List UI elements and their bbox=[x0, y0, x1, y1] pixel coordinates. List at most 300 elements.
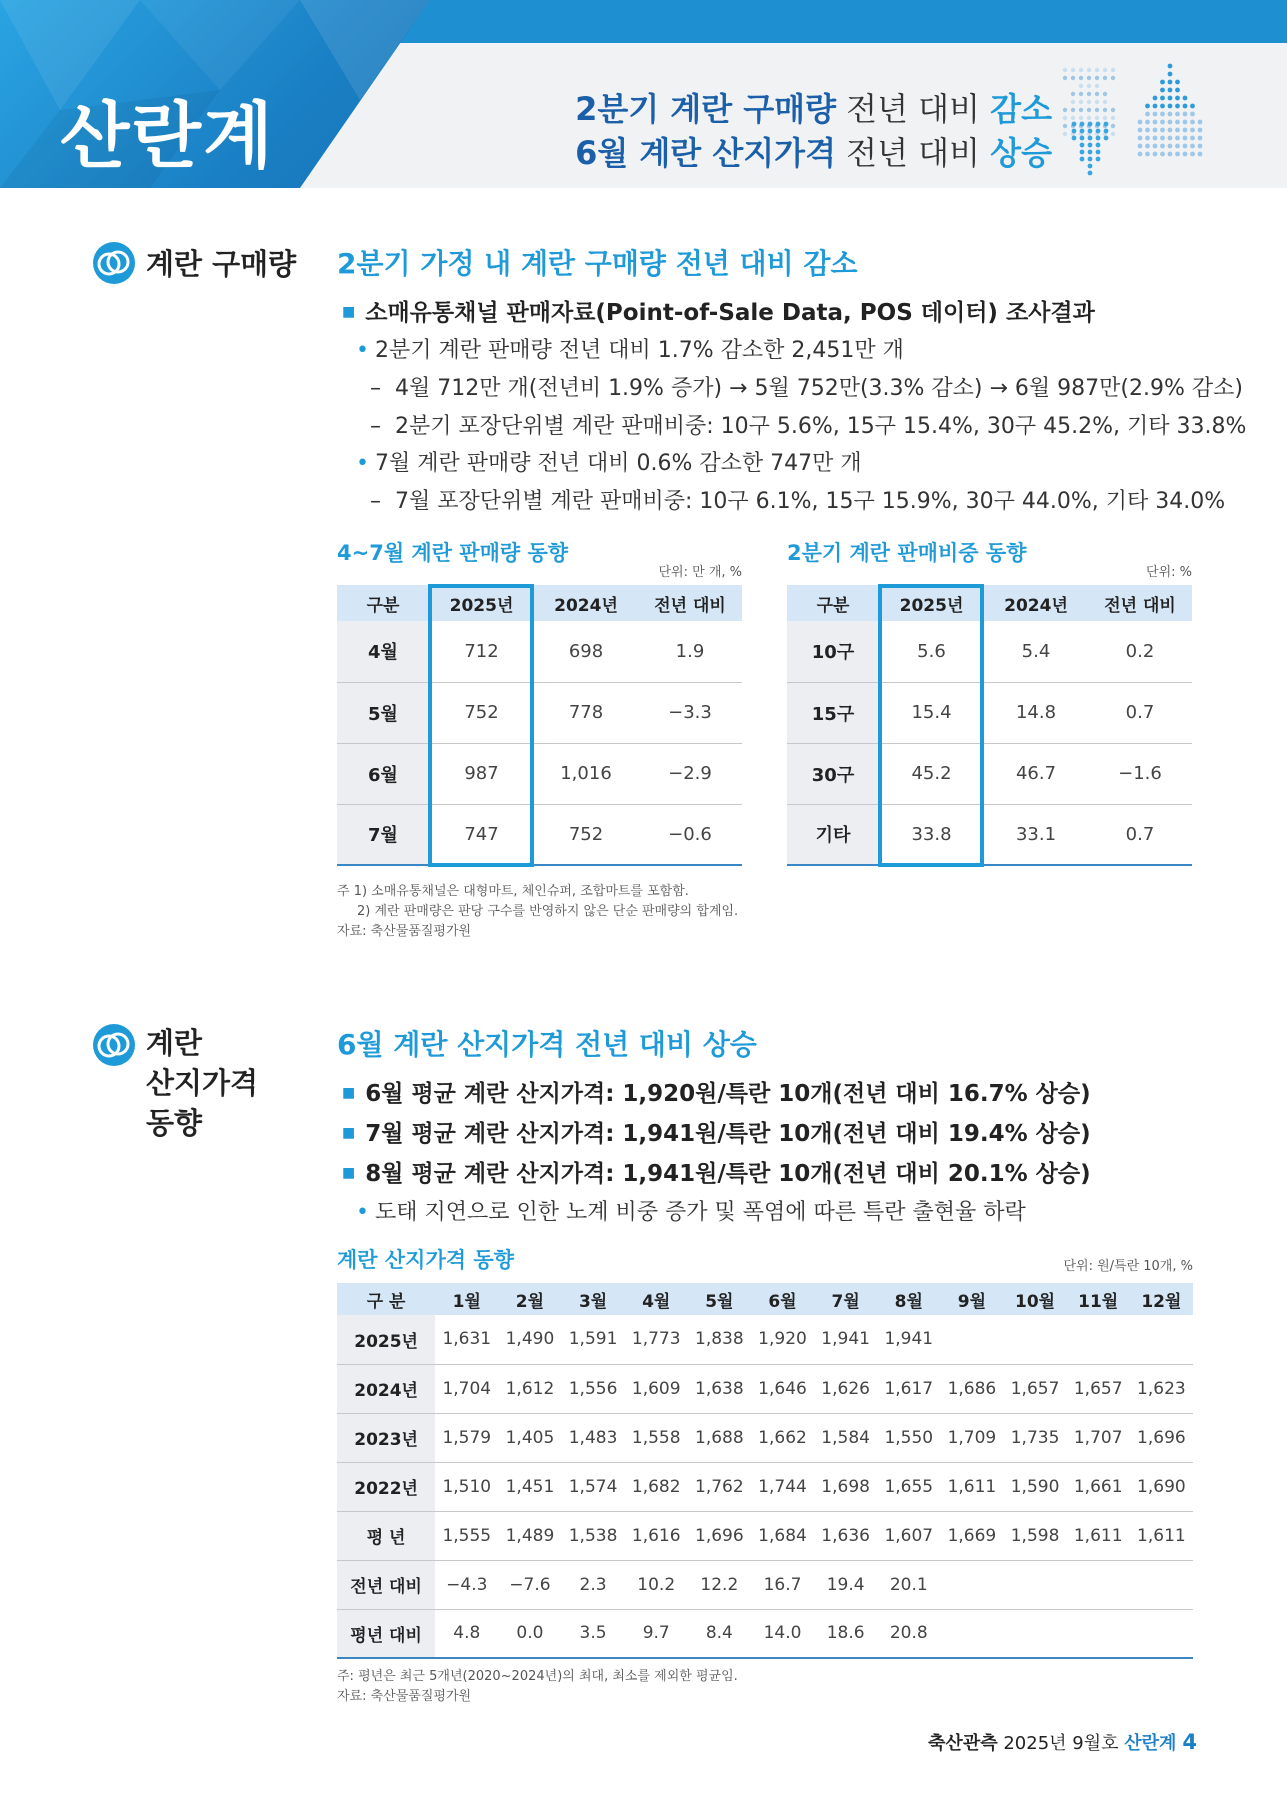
table-cell bbox=[1003, 1315, 1066, 1364]
decor-dot bbox=[1071, 76, 1075, 80]
table-cell: −7.6 bbox=[498, 1560, 561, 1609]
table-row bbox=[337, 1609, 1193, 1658]
table-cell: 1,550 bbox=[877, 1413, 940, 1462]
decor-dot bbox=[1087, 108, 1091, 112]
note-line: 주 1) 소매유통채널은 대형마트, 체인슈퍼, 조합마트를 포함함. bbox=[337, 884, 689, 899]
decor-dot bbox=[1198, 144, 1203, 149]
table-row bbox=[337, 621, 742, 682]
decor-dot bbox=[1175, 120, 1180, 125]
decor-dot bbox=[1145, 112, 1150, 117]
table-cell: 1,607 bbox=[877, 1511, 940, 1560]
table-cell: 0.7 bbox=[1088, 682, 1192, 743]
table-cell: 752 bbox=[534, 804, 638, 865]
decor-dot bbox=[1079, 100, 1083, 104]
decor-dot bbox=[1183, 152, 1188, 157]
decor-dot bbox=[1153, 144, 1158, 149]
decor-dot bbox=[1190, 144, 1195, 149]
table-row bbox=[787, 682, 1192, 743]
decor-dot bbox=[1138, 128, 1143, 133]
table-cell: 1,612 bbox=[498, 1364, 561, 1413]
decor-dot bbox=[1160, 128, 1165, 133]
table-row bbox=[337, 1462, 1193, 1511]
row-header: 평년 대비 bbox=[337, 1609, 435, 1658]
table-cell bbox=[1067, 1560, 1130, 1609]
table-cell bbox=[940, 1315, 1003, 1364]
decor-dot bbox=[1111, 76, 1115, 80]
decor-dot bbox=[1072, 122, 1077, 127]
table-cell: 1,616 bbox=[625, 1511, 688, 1560]
table2-title: 2분기 계란 판매비중 동향 bbox=[787, 541, 1027, 565]
table-header: 2025년 bbox=[429, 585, 534, 621]
table-row bbox=[337, 682, 742, 743]
decor-dot bbox=[1103, 116, 1107, 120]
decor-dot bbox=[1168, 88, 1173, 93]
decor-dot bbox=[1145, 144, 1150, 149]
decor-dot bbox=[1063, 124, 1067, 128]
decor-dot bbox=[1071, 92, 1075, 96]
headline-2: 6월 계란 산지가격 전년 대비 상승 bbox=[575, 134, 1052, 172]
table-cell: 1,579 bbox=[435, 1413, 498, 1462]
table-cell: 1,016 bbox=[534, 743, 638, 804]
decor-dot bbox=[1160, 152, 1165, 157]
table-cell: 46.7 bbox=[984, 743, 1088, 804]
decor-dot bbox=[1080, 143, 1085, 148]
table-cell: 5.6 bbox=[879, 621, 984, 682]
table-cell: 1,744 bbox=[751, 1462, 814, 1511]
sec2-bullet-3: ■ 8월 평균 계란 산지가격: 1,941원/특란 10개(전년 대비 20.1% 상승) bbox=[342, 1155, 1091, 1188]
row-header: 4월 bbox=[337, 621, 429, 682]
table-cell: 778 bbox=[534, 682, 638, 743]
table-cell: 0.2 bbox=[1088, 621, 1192, 682]
decor-dot bbox=[1190, 104, 1195, 109]
decor-dot bbox=[1071, 100, 1075, 104]
decor-dot bbox=[1153, 112, 1158, 117]
sec2-bullet-1: ■ 6월 평균 계란 산지가격: 1,920원/특란 10개(전년 대비 16.7% 상승) bbox=[342, 1075, 1091, 1108]
table-cell: 1,669 bbox=[940, 1511, 1003, 1560]
table-cell bbox=[1003, 1609, 1066, 1658]
decor-dot bbox=[1190, 152, 1195, 157]
decor-dot bbox=[1063, 116, 1067, 120]
decor-dot bbox=[1168, 72, 1173, 77]
decor-dot bbox=[1145, 136, 1150, 141]
decor-dot bbox=[1087, 92, 1091, 96]
table-cell: 1,451 bbox=[498, 1462, 561, 1511]
table-cell: 1,405 bbox=[498, 1413, 561, 1462]
table-row bbox=[337, 1315, 1193, 1364]
table-cell: 1,558 bbox=[625, 1413, 688, 1462]
table1-unit: 단위: 만 개, % bbox=[658, 565, 742, 580]
table1-title: 4~7월 계란 판매량 동향 bbox=[337, 541, 569, 565]
decor-dot bbox=[1168, 80, 1173, 85]
sec1-line-2: – 4월 712만 개(전년비 1.9% 증가) → 5월 752만(3.3% 감소) → 6월 987만(2.9% 감소) bbox=[370, 371, 1243, 402]
decor-dot bbox=[1168, 120, 1173, 125]
table-cell: 0.0 bbox=[498, 1609, 561, 1658]
table-cell: 712 bbox=[429, 621, 534, 682]
decor-dot bbox=[1087, 84, 1091, 88]
side-label-line: 계란 bbox=[146, 1026, 203, 1060]
table-cell: 1,598 bbox=[1003, 1511, 1066, 1560]
table-cell bbox=[1130, 1315, 1193, 1364]
table-cell: 1,590 bbox=[1003, 1462, 1066, 1511]
table-header: 구분 bbox=[787, 585, 879, 621]
decor-dot bbox=[1153, 128, 1158, 133]
sales-volume-table bbox=[337, 585, 742, 866]
decor-dot bbox=[1111, 132, 1115, 136]
decor-dot bbox=[1145, 120, 1150, 125]
table-cell: 1,611 bbox=[1130, 1511, 1193, 1560]
table-cell: −3.3 bbox=[638, 682, 742, 743]
table-cell: 33.1 bbox=[984, 804, 1088, 865]
row-header: 5월 bbox=[337, 682, 429, 743]
decor-dot bbox=[1096, 129, 1101, 134]
table-cell: 987 bbox=[429, 743, 534, 804]
table-header: 12월 bbox=[1130, 1283, 1193, 1315]
decor-dot bbox=[1198, 152, 1203, 157]
decor-dot bbox=[1087, 76, 1091, 80]
decor-dot bbox=[1063, 68, 1067, 72]
decor-dot bbox=[1072, 129, 1077, 134]
table-cell: 1,646 bbox=[751, 1364, 814, 1413]
table-cell: 1,591 bbox=[562, 1315, 625, 1364]
table-cell bbox=[940, 1560, 1003, 1609]
decor-dot bbox=[1063, 76, 1067, 80]
decor-dot bbox=[1138, 136, 1143, 141]
decor-dot bbox=[1080, 136, 1085, 141]
decor-dot bbox=[1096, 143, 1101, 148]
table-cell: 1,686 bbox=[940, 1364, 1003, 1413]
footer-magazine: 축산관측 bbox=[928, 1733, 998, 1754]
table-cell: 1,510 bbox=[435, 1462, 498, 1511]
decor-dot bbox=[1168, 128, 1173, 133]
table-cell: 15.4 bbox=[879, 682, 984, 743]
source-line: 자료: 축산물품질평가원 bbox=[337, 924, 472, 939]
table-cell: 1,623 bbox=[1130, 1364, 1193, 1413]
decor-dot bbox=[1080, 150, 1085, 155]
table-cell: 1,682 bbox=[625, 1462, 688, 1511]
table-header: 3월 bbox=[562, 1283, 625, 1315]
table-cell: 1,684 bbox=[751, 1511, 814, 1560]
decor-dot bbox=[1183, 144, 1188, 149]
table-cell: 2.3 bbox=[562, 1560, 625, 1609]
table-cell: 1,657 bbox=[1067, 1364, 1130, 1413]
decor-dot bbox=[1095, 108, 1099, 112]
decor-dot bbox=[1071, 116, 1075, 120]
decor-dot bbox=[1190, 112, 1195, 117]
decor-dot bbox=[1063, 108, 1067, 112]
decor-dot bbox=[1145, 104, 1150, 109]
decor-dot bbox=[1153, 136, 1158, 141]
highlight-2025-column bbox=[428, 584, 534, 867]
table-cell: 1,555 bbox=[435, 1511, 498, 1560]
sec2-sub: • 도태 지연으로 인한 노계 비중 증가 및 폭염에 따른 특란 출현율 하락 bbox=[356, 1195, 1026, 1226]
table-header: 8월 bbox=[877, 1283, 940, 1315]
arrow-dots-decoration bbox=[1060, 62, 1210, 180]
decor-dot bbox=[1072, 136, 1077, 141]
table-cell bbox=[1003, 1560, 1066, 1609]
decor-dot bbox=[1153, 152, 1158, 157]
decor-dot bbox=[1183, 112, 1188, 117]
table-header: 전년 대비 bbox=[638, 585, 742, 621]
decor-dot bbox=[1160, 144, 1165, 149]
table-cell: −1.6 bbox=[1088, 743, 1192, 804]
decor-dot bbox=[1175, 144, 1180, 149]
table-cell: 0.7 bbox=[1088, 804, 1192, 865]
table-cell: 45.2 bbox=[879, 743, 984, 804]
decor-dot bbox=[1088, 143, 1093, 148]
table-cell: 1,707 bbox=[1067, 1413, 1130, 1462]
decor-dot bbox=[1095, 84, 1099, 88]
decor-dot bbox=[1103, 92, 1107, 96]
table-header: 4월 bbox=[625, 1283, 688, 1315]
side-label-line: 동향 bbox=[146, 1106, 203, 1140]
table-cell: 1,698 bbox=[814, 1462, 877, 1511]
decor-dot bbox=[1096, 122, 1101, 127]
table-header: 11월 bbox=[1067, 1283, 1130, 1315]
decor-dot bbox=[1160, 104, 1165, 109]
decor-dot bbox=[1095, 116, 1099, 120]
decor-dot bbox=[1095, 100, 1099, 104]
decor-dot bbox=[1104, 136, 1109, 141]
decor-dot bbox=[1168, 96, 1173, 101]
row-header: 6월 bbox=[337, 743, 429, 804]
table-cell: 1,696 bbox=[688, 1511, 751, 1560]
decor-dot bbox=[1088, 171, 1093, 176]
decor-dot bbox=[1096, 136, 1101, 141]
sec1-line-5: – 7월 포장단위별 계란 판매비중: 10구 6.1%, 15구 15.9%, 30구 44.0%, 기타 34.0% bbox=[370, 484, 1225, 515]
decor-dot bbox=[1111, 68, 1115, 72]
table-cell: 1,838 bbox=[688, 1315, 751, 1364]
table-cell bbox=[1130, 1560, 1193, 1609]
decor-dot bbox=[1138, 152, 1143, 157]
decor-dot bbox=[1190, 120, 1195, 125]
table-cell: 1,611 bbox=[1067, 1511, 1130, 1560]
decor-dot bbox=[1080, 129, 1085, 134]
table-cell: 16.7 bbox=[751, 1560, 814, 1609]
decor-dot bbox=[1103, 76, 1107, 80]
source-line: 자료: 축산물품질평가원 bbox=[337, 1689, 472, 1704]
decor-dot bbox=[1095, 92, 1099, 96]
decor-dot bbox=[1175, 112, 1180, 117]
decor-dot bbox=[1103, 108, 1107, 112]
decor-dot bbox=[1088, 122, 1093, 127]
decor-dot bbox=[1183, 104, 1188, 109]
table-row bbox=[787, 621, 1192, 682]
table-cell: −4.3 bbox=[435, 1560, 498, 1609]
decor-dot bbox=[1183, 120, 1188, 125]
table-cell: −0.6 bbox=[638, 804, 742, 865]
table-cell: 9.7 bbox=[625, 1609, 688, 1658]
note-line: 2) 계란 판매량은 판당 구수를 반영하지 않은 단순 판매량의 합계임. bbox=[357, 904, 739, 919]
table-cell: 1,690 bbox=[1130, 1462, 1193, 1511]
row-header: 전년 대비 bbox=[337, 1560, 435, 1609]
decor-dot bbox=[1175, 96, 1180, 101]
table-cell: 5.4 bbox=[984, 621, 1088, 682]
table-row bbox=[337, 804, 742, 865]
decor-dot bbox=[1079, 84, 1083, 88]
side-label-purchase: 계란 구매량 bbox=[146, 247, 297, 281]
decor-dot bbox=[1088, 164, 1093, 169]
decor-dot bbox=[1160, 88, 1165, 93]
decor-dot bbox=[1168, 104, 1173, 109]
table-cell: 1,636 bbox=[814, 1511, 877, 1560]
decor-dot bbox=[1160, 112, 1165, 117]
headline-1: 2분기 계란 구매량 전년 대비 감소 bbox=[575, 90, 1052, 128]
decor-dot bbox=[1175, 104, 1180, 109]
table-header: 7월 bbox=[814, 1283, 877, 1315]
decor-dot bbox=[1079, 116, 1083, 120]
decor-dot bbox=[1160, 120, 1165, 125]
table-cell: 1,626 bbox=[814, 1364, 877, 1413]
decor-dot bbox=[1190, 136, 1195, 141]
decor-dot bbox=[1087, 68, 1091, 72]
side-label-line: 산지가격 bbox=[146, 1066, 259, 1100]
table-header: 구 분 bbox=[337, 1283, 435, 1315]
decor-dot bbox=[1168, 136, 1173, 141]
table-cell: 1,556 bbox=[562, 1364, 625, 1413]
highlight-2025-column bbox=[878, 584, 984, 867]
decor-dot bbox=[1153, 120, 1158, 125]
sec1-line-1: • 2분기 계란 판매량 전년 대비 1.7% 감소한 2,451만 개 bbox=[356, 333, 904, 364]
table-cell bbox=[940, 1609, 1003, 1658]
table-cell: 19.4 bbox=[814, 1560, 877, 1609]
table-cell: 14.0 bbox=[751, 1609, 814, 1658]
decor-dot bbox=[1175, 80, 1180, 85]
table-cell: 20.8 bbox=[877, 1609, 940, 1658]
table-header: 2025년 bbox=[879, 585, 984, 621]
sec1-line-3: – 2분기 포장단위별 계란 판매비중: 10구 5.6%, 15구 15.4%, 30구 45.2%, 기타 33.8% bbox=[370, 409, 1246, 440]
sec1-bullet: ■ 소매유통채널 판매자료(Point-of-Sale Data, POS 데이터) 조사결과 bbox=[342, 294, 1095, 327]
decor-dot bbox=[1080, 157, 1085, 162]
row-header: 2024년 bbox=[337, 1364, 435, 1413]
decor-dot bbox=[1190, 128, 1195, 133]
decor-dot bbox=[1104, 122, 1109, 127]
table-header: 전년 대비 bbox=[1088, 585, 1192, 621]
decor-dot bbox=[1160, 96, 1165, 101]
table-cell: 1,631 bbox=[435, 1315, 498, 1364]
price-table-unit: 단위: 원/특란 10개, % bbox=[1063, 1259, 1193, 1274]
table-row bbox=[337, 743, 742, 804]
decor-dot bbox=[1175, 136, 1180, 141]
decor-dot bbox=[1088, 150, 1093, 155]
decor-dot bbox=[1079, 76, 1083, 80]
table-cell: 33.8 bbox=[879, 804, 984, 865]
decor-dot bbox=[1088, 157, 1093, 162]
row-header: 15구 bbox=[787, 682, 879, 743]
table-row bbox=[337, 1511, 1193, 1560]
decor-dot bbox=[1103, 68, 1107, 72]
page-footer bbox=[928, 1729, 1197, 1755]
table-cell: 698 bbox=[534, 621, 638, 682]
table-cell: 747 bbox=[429, 804, 534, 865]
table-header: 10월 bbox=[1003, 1283, 1066, 1315]
decor-dot bbox=[1079, 68, 1083, 72]
note-line: 주: 평년은 최근 5개년(2020~2024년)의 최대, 최소를 제외한 평균임. bbox=[337, 1669, 738, 1684]
decor-dot bbox=[1111, 116, 1115, 120]
footer-section: 산란계 bbox=[1124, 1733, 1177, 1754]
decor-dot bbox=[1145, 152, 1150, 157]
egg-price-table bbox=[337, 1283, 1193, 1659]
table-cell: 4.8 bbox=[435, 1609, 498, 1658]
table-cell bbox=[1130, 1609, 1193, 1658]
row-header: 평 년 bbox=[337, 1511, 435, 1560]
decor-dot bbox=[1071, 108, 1075, 112]
decor-dot bbox=[1145, 128, 1150, 133]
decor-dot bbox=[1088, 136, 1093, 141]
table-cell: 752 bbox=[429, 682, 534, 743]
decor-dot bbox=[1079, 108, 1083, 112]
sec1-title: 2분기 가정 내 계란 구매량 전년 대비 감소 bbox=[337, 247, 858, 280]
table-cell: 1,611 bbox=[940, 1462, 1003, 1511]
section-title: 산란계 bbox=[60, 94, 275, 178]
table-cell: 1,538 bbox=[562, 1511, 625, 1560]
row-header: 10구 bbox=[787, 621, 879, 682]
table-cell bbox=[1067, 1315, 1130, 1364]
decor-dot bbox=[1198, 136, 1203, 141]
egg-icon bbox=[92, 241, 136, 285]
table-cell: 10.2 bbox=[625, 1560, 688, 1609]
footer-issue: 2025년 9월호 bbox=[997, 1733, 1125, 1754]
table-header: 9월 bbox=[940, 1283, 1003, 1315]
package-share-table bbox=[787, 585, 1192, 866]
sec2-notes bbox=[337, 1667, 738, 1707]
decor-dot bbox=[1198, 128, 1203, 133]
decor-dot bbox=[1111, 108, 1115, 112]
decor-dot bbox=[1138, 144, 1143, 149]
sec2-title: 6월 계란 산지가격 전년 대비 상승 bbox=[337, 1028, 757, 1061]
sec1-line-4: • 7월 계란 판매량 전년 대비 0.6% 감소한 747만 개 bbox=[356, 446, 862, 477]
decor-dot bbox=[1071, 68, 1075, 72]
decor-dot bbox=[1104, 129, 1109, 134]
table-cell bbox=[1067, 1609, 1130, 1658]
table-cell: 1,696 bbox=[1130, 1413, 1193, 1462]
decor-dot bbox=[1153, 104, 1158, 109]
sec1-notes bbox=[337, 882, 738, 942]
decor-dot bbox=[1096, 150, 1101, 155]
row-header: 7월 bbox=[337, 804, 429, 865]
table-cell: 1.9 bbox=[638, 621, 742, 682]
table-header: 2024년 bbox=[984, 585, 1088, 621]
table-cell: 1,638 bbox=[688, 1364, 751, 1413]
decor-dot bbox=[1080, 122, 1085, 127]
table-cell: 1,735 bbox=[1003, 1413, 1066, 1462]
table-row bbox=[337, 1560, 1193, 1609]
decor-dot bbox=[1160, 80, 1165, 85]
sec2-bullet-2: ■ 7월 평균 계란 산지가격: 1,941원/특란 10개(전년 대비 19.4% 상승) bbox=[342, 1115, 1091, 1148]
decor-dot bbox=[1168, 144, 1173, 149]
decor-dot bbox=[1095, 68, 1099, 72]
table-header: 5월 bbox=[688, 1283, 751, 1315]
table-cell: 1,709 bbox=[940, 1413, 1003, 1462]
table-header: 1월 bbox=[435, 1283, 498, 1315]
decor-dot bbox=[1183, 128, 1188, 133]
decor-dot bbox=[1095, 76, 1099, 80]
decor-dot bbox=[1160, 136, 1165, 141]
row-header: 2023년 bbox=[337, 1413, 435, 1462]
table-cell: 20.1 bbox=[877, 1560, 940, 1609]
table2-unit: 단위: % bbox=[1146, 565, 1192, 580]
row-header: 기타 bbox=[787, 804, 879, 865]
row-header: 30구 bbox=[787, 743, 879, 804]
table-cell: 1,920 bbox=[751, 1315, 814, 1364]
table-header: 구분 bbox=[337, 585, 429, 621]
table-cell: 12.2 bbox=[688, 1560, 751, 1609]
table-cell: 14.8 bbox=[984, 682, 1088, 743]
decor-dot bbox=[1168, 152, 1173, 157]
table-cell: 1,661 bbox=[1067, 1462, 1130, 1511]
decor-dot bbox=[1168, 64, 1173, 69]
decor-dot bbox=[1079, 92, 1083, 96]
decor-dot bbox=[1103, 100, 1107, 104]
